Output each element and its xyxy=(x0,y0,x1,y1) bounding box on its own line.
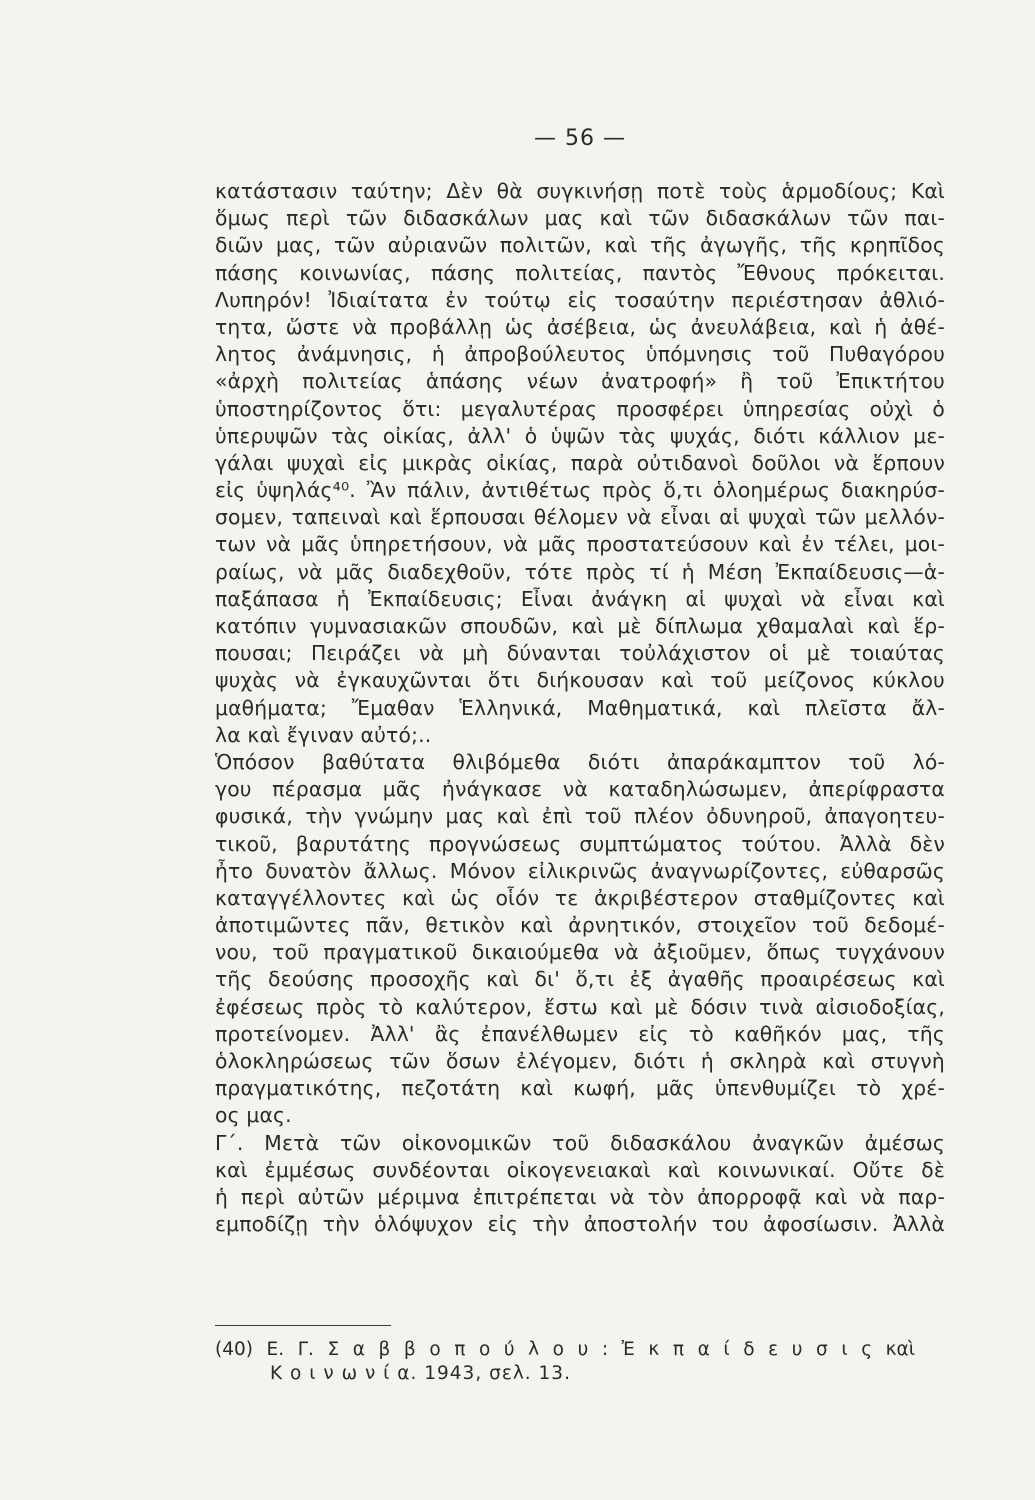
text-line: καταγγέλλοντες καὶ ὡς οἷόν τε ἀκριβέστερον σταθμίζοντες καὶ xyxy=(215,885,945,910)
text-line: γου πέρασμα μᾶς ἠνάγκασε νὰ καταδηλώσωμεν, ἀπερίφραστα xyxy=(215,777,945,802)
text-line: τικοῦ, βαρυτάτης προγνώσεως συμπτώματος τούτου. Ἀλλὰ δὲν xyxy=(215,831,945,856)
body-text xyxy=(215,178,945,1238)
text-line: κατάστασιν ταύτην; Δὲν θὰ συγκινήσῃ ποτὲ τοὺς ἁρμοδίους; Καὶ xyxy=(215,179,945,203)
text-line: πουσαι; Πειράζει νὰ μὴ δύνανται τοὐλάχιστον οἱ μὲ τοιαύτας xyxy=(215,641,945,666)
text-line: προτείνομεν. Ἀλλ' ἂς ἐπανέλθωμεν εἰς τὸ καθῆκόν μας, τῆς xyxy=(215,1021,945,1046)
text-line: λα καὶ ἔγιναν αὐτό;.. xyxy=(215,722,432,747)
text-line: ραίως, νὰ μᾶς διαδεχθοῦν, τότε πρὸς τί ἡ Μέση Ἐκπαίδευσις—ἁ- xyxy=(215,559,945,584)
text-line: τῆς δεούσης προσοχῆς καὶ δι' ὅ,τι ἐξ ἀγαθῆς προαιρέσεως καὶ xyxy=(215,967,945,992)
text-line: λητος ἀνάμνησις, ἡ ἀπροβούλευτος ὑπόμνησις τοῦ Πυθαγόρου xyxy=(215,342,945,367)
text-line: παξάπασα ἡ Ἐκπαίδευσις; Εἶναι ἀνάγκη αἱ ψυχαὶ νὰ εἶναι καὶ xyxy=(215,586,945,611)
text-line: Γ΄. Μετὰ τῶν οἰκονομικῶν τοῦ διδασκάλου ἀναγκῶν ἀμέσως xyxy=(215,1130,945,1155)
text-line: νου, τοῦ πραγματικοῦ δικαιούμεθα νὰ ἀξιοῦμεν, ὅπως τυγχάνουν xyxy=(215,940,945,965)
text-line: ψυχὰς νὰ ἐγκαυχῶνται ὅτι διήκουσαν καὶ τοῦ μείζονος κύκλου xyxy=(215,668,945,693)
text-line: πάσης κοινωνίας, πάσης πολιτείας, παντὸς Ἔθνους πρόκειται. xyxy=(215,260,945,285)
text-line: φυσικά, τὴν γνώμην μας καὶ ἐπὶ τοῦ πλέον ὀδυνηροῦ, ἀπαγοητευ- xyxy=(215,804,945,829)
text-line: «ἀρχὴ πολιτείας ἁπάσης νέων ἀνατροφή» ἢ τοῦ Ἐπικτήτου xyxy=(215,369,945,394)
text-line: ὅμως περὶ τῶν διδασκάλων μας καὶ τῶν διδασκάλων τῶν παι- xyxy=(215,206,945,231)
text-line: Ὁπόσον βαθύτατα θλιβόμεθα διότι ἀπαράκαμπτον τοῦ λό- xyxy=(215,749,945,774)
text-line: των νὰ μᾶς ὑπηρετήσουν, νὰ μᾶς προστατεύσουν καὶ ἐν τέλει, μοι- xyxy=(215,532,945,557)
footnote-line: Κ ο ι ν ω ν ί α. 1943, σελ. 13. xyxy=(270,1363,571,1384)
text-line: ἦτο δυνατὸν ἄλλως. Μόνον εἰλικρινῶς ἀναγνωρίζοντες, εὐθαρσῶς xyxy=(215,858,945,883)
text-line: τητα, ὥστε νὰ προβάλλῃ ὡς ἀσέβεια, ὡς ἀνευλάβεια, καὶ ἡ ἀθέ- xyxy=(215,314,945,339)
footnote-divider xyxy=(215,1325,391,1326)
text-line: κατόπιν γυμνασιακῶν σπουδῶν, καὶ μὲ δίπλωμα χθαμαλαὶ καὶ ἕρ- xyxy=(215,614,945,638)
text-line: σομεν, ταπειναὶ καὶ ἕρπουσαι θέλομεν νὰ εἶναι αἱ ψυχαὶ τῶν μελλόν- xyxy=(215,505,945,530)
text-line: γάλαι ψυχαὶ εἰς μικρὰς οἰκίας, παρὰ οὐτιδανοὶ δοῦλοι νὰ ἕρπουν xyxy=(215,450,945,475)
text-line: πραγματικότης, πεζοτάτη καὶ κωφή, μᾶς ὑπενθυμίζει τὸ χρέ- xyxy=(215,1076,945,1101)
text-line: εἰς ὑψηλάς⁴⁰. Ἂν πάλιν, ἀντιθέτως πρὸς ὅ,τι ὁλοημέρως διακηρύσ- xyxy=(215,478,945,503)
text-line: ος μας. xyxy=(215,1103,292,1128)
text-line: εμποδίζῃ τὴν ὁλόψυχον εἰς τὴν ἀποστολήν του ἀφοσίωσιν. Ἀλλὰ xyxy=(215,1212,945,1237)
text-line: ἐφέσεως πρὸς τὸ καλύτερον, ἔστω καὶ μὲ δόσιν τινὰ αἰσιοδοξίας, xyxy=(215,994,945,1019)
page-number: — 56 — xyxy=(534,126,626,151)
footnote-line: (40) Ε. Γ. Σ α β β ο π ο ύ λ ο υ : Ἐ κ π α ί δ ε υ σ ι ς καὶ xyxy=(215,1339,915,1360)
text-line: ἡ περὶ αὐτῶν μέριμνα ἐπιτρέπεται νὰ τὸν ἀπορροφᾷ καὶ νὰ παρ- xyxy=(215,1184,945,1209)
text-line: καὶ ἐμμέσως συνδέονται οἰκογενειακαὶ καὶ κοινωνικαί. Οὔτε δὲ xyxy=(215,1157,945,1182)
text-line: ὑποστηρίζοντος ὅτι: μεγαλυτέρας προσφέρει ὑπηρεσίας οὐχὶ ὁ xyxy=(215,396,945,421)
text-line: ὑπερυψῶν τὰς οἰκίας, ἀλλ' ὁ ὑψῶν τὰς ψυχάς, διότι κάλλιον με- xyxy=(215,423,945,448)
text-line: Λυπηρόν! Ἰδιαίτατα ἐν τούτῳ εἰς τοσαύτην περιέστησαν ἀθλιό- xyxy=(215,287,945,312)
text-line: ἀποτιμῶντες πᾶν, θετικὸν καὶ ἀρνητικόν, στοιχεῖον τοῦ δεδομέ- xyxy=(215,913,945,938)
text-line: μαθήματα; Ἔμαθαν Ἑλληνικά, Μαθηματικά, καὶ πλεῖστα ἄλ- xyxy=(215,695,945,720)
text-line: ὁλοκληρώσεως τῶν ὅσων ἐλέγομεν, διότι ἡ σκληρὰ καὶ στυγνὴ xyxy=(215,1049,945,1073)
text-line: διῶν μας, τῶν αὐριανῶν πολιτῶν, καὶ τῆς ἀγωγῆς, τῆς κρηπῖδος xyxy=(215,233,945,258)
footnote xyxy=(215,1338,915,1386)
